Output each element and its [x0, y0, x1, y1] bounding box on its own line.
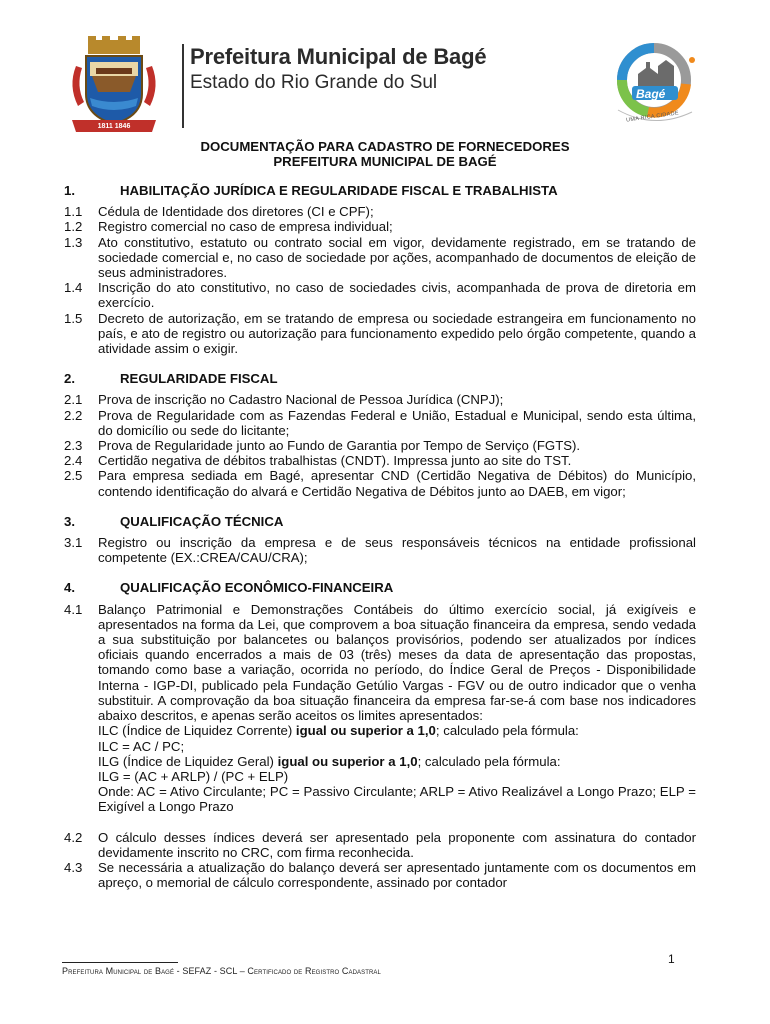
- list-item: 1.2 Registro comercial no caso de empresa individual;: [64, 219, 393, 235]
- section-heading: 3. QUALIFICAÇÃO TÉCNICA: [64, 513, 284, 529]
- section-heading: 4. QUALIFICAÇÃO ECONÔMICO-FINANCEIRA: [64, 580, 394, 596]
- logo-wordmark: Bagé: [636, 87, 666, 101]
- crest-years: 1811 1846: [97, 123, 131, 130]
- list-item: 4.1 Balanço Patrimonial e Demonstrações Contábeis do último exercício social, já exigíveis e apresentados na forma da Lei, que comprovem a boa situação financeira da empresa, sendo vedada a sua substituição por balancetes ou balanços provisórios, podendo ser atualizados por índices oficiais quando encerrados a mais de 03 (três) meses da data de apresentação das propostas, tomando como base a variação, ocorrida no período, do Índice Geral de Preços - Disponibilidade Interna - IGP-DI, publicado pela Fundação Getúlio Vargas - FGV ou de outro indicador que o venha substituir. A comprovação da boa situação financeira da empresa far-se-á com base nos indicadores abaixo descritos, e apenas serão aceitos os limites apresentados: ILC (Índice de Liquidez Corrente) igual ou superior a 1,0; calculado pela fórmula: ILC = AC / PC; ILG (Índice de Liquidez Geral) igual ou superior a 1,0; calculado pela fórmula: ILG = (AC + ARLP) / (PC + ELP) Onde: AC = Ativo Circulante; PC = Passivo Circulante; ARLP = Ativo Realizável a Longo Prazo; ELP = Exigível a Longo Prazo: [64, 601, 696, 815]
- ilc-definition: ILC (Índice de Liquidez Corrente) igual ou superior a 1,0; calculado pela fórmula:: [98, 723, 579, 739]
- logo-slogan: UMA RICA CIDADE: [625, 110, 680, 124]
- list-item: 2.5 Para empresa sediada em Bagé, apresentar CND (Certidão Negativa de Débitos) do Município, contendo identificação do alvará e Certidão Negativa de Débitos junto ao DAEB, em vigor;: [64, 468, 696, 499]
- footer-text: Prefeitura Municipal de Bagé - SEFAZ - SCL – Certificado de Registro Cadastral: [62, 966, 381, 976]
- spacer: [62, 815, 696, 830]
- list-item: 1.4 Inscrição do ato constitutivo, no caso de sociedades civis, acompanhada de prova de diretoria em exercício.: [64, 280, 696, 311]
- list-item: 4.2 O cálculo desses índices deverá ser apresentado pela proponente com assinatura do contador devidamente inscrito no CRC, com firma reconhecida.: [64, 829, 696, 860]
- ilg-definition: ILG (Índice de Liquidez Geral) igual ou superior a 1,0; calculado pela fórmula:: [98, 753, 561, 769]
- list-item: 2.1 Prova de inscrição no Cadastro Nacional de Pessoa Jurídica (CNPJ);: [64, 392, 504, 408]
- state-name: Estado do Rio Grande do Sul: [190, 72, 438, 93]
- list-item: 2.4 Certidão negativa de débitos trabalhistas (CNDT). Impressa junto ao site do TST.: [64, 453, 572, 469]
- section-heading: 2. REGULARIDADE FISCAL: [64, 371, 278, 387]
- list-item: 1.5 Decreto de autorização, em se tratando de empresa ou sociedade estrangeira em funcionamento no país, e ato de registro ou autorização para funcionamento expedido pelo órgão competente, quando a atividade assim o exigir.: [64, 310, 696, 357]
- ilc-formula: ILC = AC / PC;: [98, 738, 185, 754]
- document-body: [62, 183, 696, 890]
- list-item: 1.3 Ato constitutivo, estatuto ou contrato social em vigor, devidamente registrado, em se tratando de sociedade comercial e, no caso de sociedade por ações, acompanhado de documentos de eleição de seus administradores.: [64, 234, 696, 281]
- organization-name: Prefeitura Municipal de Bagé: [190, 44, 487, 69]
- document-subtitle: PREFEITURA MUNICIPAL DE BAGÉ: [273, 154, 497, 169]
- list-item: 2.2 Prova de Regularidade com as Fazendas Federal e União, Estadual e Municipal, sendo esta última, do domicílio ou sede do licitante;: [64, 407, 696, 438]
- page-number: 1: [668, 952, 675, 966]
- ilg-formula: ILG = (AC + ARLP) / (PC + ELP): [98, 768, 289, 784]
- list-item: 3.1 Registro ou inscrição da empresa e de seus responsáveis técnicos na entidade profissional competente (EX.:CREA/CAU/CRA);: [64, 535, 696, 566]
- list-item: 2.3 Prova de Regularidade junto ao Fundo de Garantia por Tempo de Serviço (FGTS).: [64, 438, 581, 454]
- municipal-crest-icon: [66, 36, 162, 136]
- section-heading: 1. HABILITAÇÃO JURÍDICA E REGULARIDADE FISCAL E TRABALHISTA: [64, 183, 558, 198]
- header-divider: [182, 44, 184, 128]
- list-item: 1.1 Cédula de Identidade dos diretores (CI e CPF);: [64, 204, 374, 220]
- document-title: DOCUMENTAÇÃO PARA CADASTRO DE FORNECEDORES: [200, 139, 570, 154]
- legend-definitions: Onde: AC = Ativo Circulante; PC = Passivo Circulante; ARLP = Ativo Realizável a Longo Prazo; ELP = Exigível a Longo Prazo: [98, 784, 696, 815]
- footer-rule: [62, 962, 178, 963]
- list-item: 4.3 Se necessária a atualização do balanço deverá ser apresentado juntamente com os documentos em apreço, o memorial de cálculo correspondente, assinado por contador: [64, 859, 696, 891]
- item-4-1-text: Balanço Patrimonial e Demonstrações Contábeis do último exercício social, já exigíveis e apresentados na forma da Lei, que comprovem a boa situação financeira da empresa, sendo vedada a sua substituição por balancetes ou balanços provisórios, podendo ser atualizados por índices oficiais quando encerrados a mais de 03 (três) meses da data de apresentação das propostas, tomando como base a variação, ocorrida no período, do Índice Geral de Preços - Disponibilidade Interna - IGP-DI, publicado pela Fundação Getúlio Vargas - FGV ou de outro indicador que o venha substituir. A comprovação da boa situação financeira da empresa far-se-á com base nos indicadores abaixo descritos, e apenas serão aceitos os limites apresentados:: [98, 601, 696, 724]
